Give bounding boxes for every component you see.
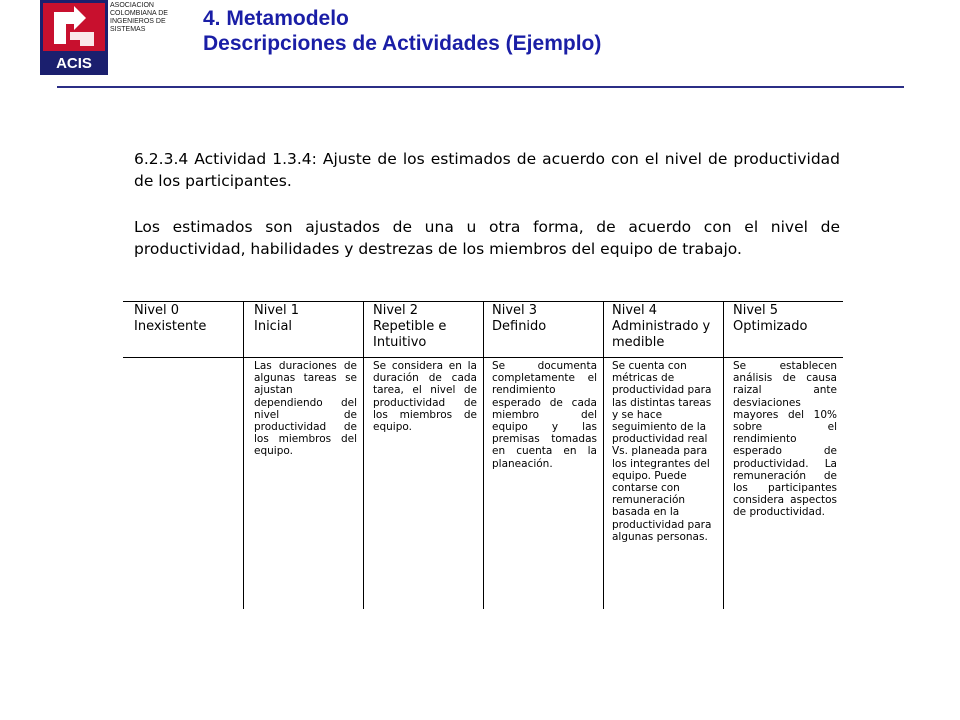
header-nivel-5 xyxy=(733,303,841,335)
cell-nivel-4: Se cuenta con métricas de productividad para las distintas tareas y se hace seguimiento de la productividad real Vs. planeada para los integrantes del equipo. Puede contarse con remuneración basada en la productividad para algunas personas. xyxy=(612,360,712,543)
title-divider xyxy=(57,86,904,88)
cell-nivel-1: Las duraciones de algunas tareas se ajustan dependiendo del nivel de productividad de los miembros del equipo. xyxy=(254,360,357,458)
acis-logo xyxy=(40,0,108,75)
cell-nivel-5: Se establecen análisis de causa raizal ante desviaciones mayores del 10% sobre el rendimiento esperado de productividad. La remuneración de los participantes considera aspectos de productividad. xyxy=(733,360,837,519)
column-divider xyxy=(243,301,244,609)
header-level: Nivel 5 xyxy=(733,303,779,318)
header-nivel-2 xyxy=(373,303,478,351)
maturity-levels-table xyxy=(123,301,843,609)
page-title xyxy=(203,6,601,56)
title-line-1: 4. Metamodelo xyxy=(203,7,349,30)
header-level: Nivel 2 xyxy=(373,303,419,318)
column-divider xyxy=(483,301,484,609)
header-name: Inexistente xyxy=(134,319,207,334)
header-nivel-3 xyxy=(492,303,600,335)
header-level: Nivel 1 xyxy=(254,303,300,318)
header-nivel-0 xyxy=(134,303,239,335)
cell-nivel-3: Se documenta completamente el rendimiento esperado de cada miembro del equipo y las premisas tomadas en cuenta en la planeación. xyxy=(492,360,597,470)
header-level: Nivel 3 xyxy=(492,303,538,318)
column-divider xyxy=(603,301,604,609)
column-divider xyxy=(363,301,364,609)
header-name: Optimizado xyxy=(733,319,808,334)
logo-org-name: ASOCIACION COLOMBIANA DE INGENIEROS DE SISTEMAS xyxy=(110,2,168,33)
cell-nivel-2: Se considera en la duración de cada tarea, el nivel de productividad de los miembros de equipo. xyxy=(373,360,477,434)
header-nivel-4 xyxy=(612,303,722,351)
logo-acronym: ACIS xyxy=(56,55,92,72)
header-level: Nivel 4 xyxy=(612,303,658,318)
header-nivel-1 xyxy=(254,303,359,335)
header-level: Nivel 0 xyxy=(134,303,180,318)
header-name: Inicial xyxy=(254,319,293,334)
column-divider xyxy=(723,301,724,609)
header-name: Repetible e Intuitivo xyxy=(373,319,447,350)
title-line-2: Descripciones de Actividades (Ejemplo) xyxy=(203,32,602,55)
activity-description: Los estimados son ajustados de una u otra forma, de acuerdo con el nivel de productividad, habilidades y destrezas de los miembros del equipo de trabajo. xyxy=(134,218,840,258)
activity-heading: 6.2.3.4 Actividad 1.3.4: Ajuste de los estimados de acuerdo con el nivel de productividad de los participantes. xyxy=(134,150,840,190)
header-name: Administrado y medible xyxy=(612,319,711,350)
header-name: Definido xyxy=(492,319,547,334)
